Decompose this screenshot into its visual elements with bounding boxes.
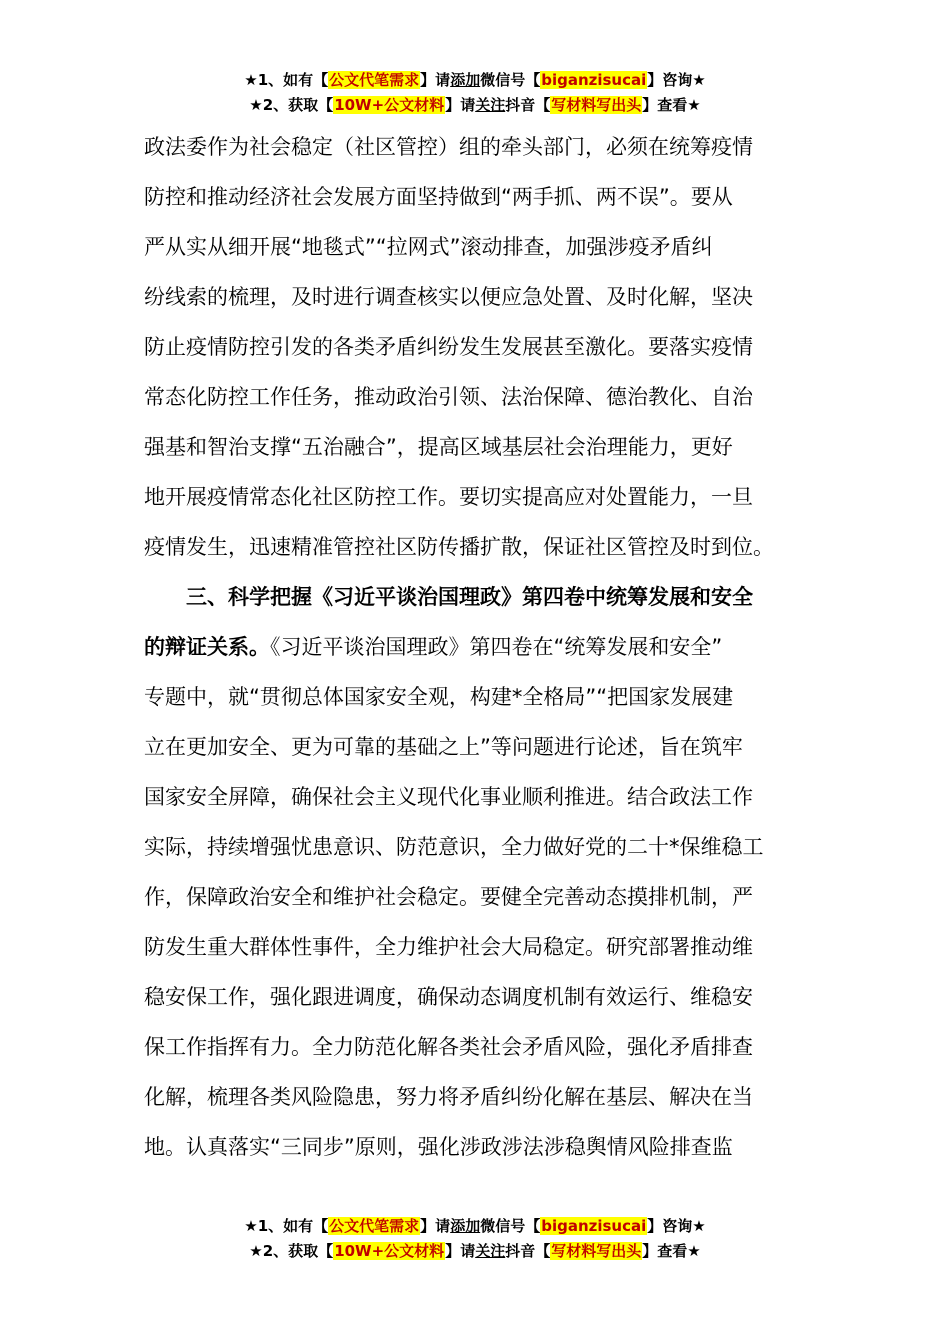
document-body: [144, 122, 806, 1172]
text-line: 严从实从细开展“地毯式”“拉网式”滚动排查，加强涉疫矛盾纠: [144, 235, 713, 259]
text-line: 化解，梳理各类风险隐患，努力将矛盾纠纷化解在基层、解决在当: [144, 1085, 753, 1109]
banner-line-1: [0, 68, 950, 93]
text-line: 立在更加安全、更为可靠的基础之上”等问题进行论述，旨在筑牢: [144, 735, 743, 759]
text-line: 防止疫情防控引发的各类矛盾纠纷发生发展甚至激化。要落实疫情: [144, 335, 753, 359]
banner-text: 】请: [420, 71, 451, 89]
highlight-douyin: 写材料写出头: [551, 1242, 642, 1260]
highlight-service: 公文代笔需求: [329, 71, 420, 89]
highlight-wechat-id: biganzisucai: [541, 71, 647, 89]
paragraph-1: [144, 122, 806, 572]
text-line: 稳安保工作，强化跟进调度，确保动态调度机制有效运行、维稳安: [144, 985, 753, 1009]
banner-text: 】请: [445, 96, 476, 114]
text-line: [144, 622, 806, 672]
highlight-douyin: 写材料写出头: [551, 96, 642, 114]
banner-text: 微信号【: [480, 1217, 541, 1235]
text-line: 常态化防控工作任务，推动政治引领、法治保障、德治教化、自治: [144, 385, 753, 409]
text-line: 实际，持续增强忧患意识、防范意识，全力做好党的二十*保维稳工: [144, 835, 764, 859]
text-line: 政法委作为社会稳定（社区管控）组的牵头部门，必须在统筹疫情: [144, 135, 753, 159]
footer-banner: [0, 1214, 950, 1264]
banner-line-2: [0, 1239, 950, 1264]
text-line: 疫情发生，迅速精准管控社区防传播扩散，保证社区管控及时到位。: [144, 535, 774, 559]
header-banner: [0, 68, 950, 118]
highlight-materials: 10W+公文材料: [334, 1242, 445, 1260]
underlined-word: 添加: [450, 1217, 481, 1235]
banner-text: ★1、如有【: [244, 1217, 329, 1235]
banner-line-2: [0, 93, 950, 118]
text-line: 地。认真落实“三同步”原则，强化涉政涉法涉稳舆情风险排查监: [144, 1135, 733, 1159]
banner-text: 】咨询★: [647, 1217, 706, 1235]
text-line: 强基和智治支撑“五治融合”，提高区域基层社会治理能力，更好: [144, 435, 733, 459]
banner-text: 抖音【: [505, 96, 551, 114]
banner-text: ★2、获取【: [249, 96, 334, 114]
banner-text: ★2、获取【: [249, 1242, 334, 1260]
section-heading: 三、科学把握《习近平谈治国理政》第四卷中统筹发展和安全: [186, 585, 753, 609]
banner-text: 抖音【: [505, 1242, 551, 1260]
banner-text: 】咨询★: [647, 71, 706, 89]
highlight-wechat-id: biganzisucai: [541, 1217, 647, 1235]
text-segment: 《习近平谈治国理政》第四卷在“统筹发展和安全”: [270, 635, 723, 659]
banner-line-1: [0, 1214, 950, 1239]
text-line: 纷线索的梳理，及时进行调查核实以便应急处置、及时化解，坚决: [144, 285, 753, 309]
paragraph-2: [144, 572, 806, 1172]
underlined-word: 关注: [475, 1242, 506, 1260]
text-line: 专题中，就“贯彻总体国家安全观，构建*全格局”“把国家发展建: [144, 685, 734, 709]
banner-text: 】请: [420, 1217, 451, 1235]
banner-text: 微信号【: [480, 71, 541, 89]
highlight-service: 公文代笔需求: [329, 1217, 420, 1235]
text-line: 防发生重大群体性事件，全力维护社会大局稳定。研究部署推动维: [144, 935, 753, 959]
section-heading-end: 的辩证关系。: [144, 635, 270, 659]
banner-text: 】请: [445, 1242, 476, 1260]
highlight-materials: 10W+公文材料: [334, 96, 445, 114]
banner-text: ★1、如有【: [244, 71, 329, 89]
text-line: 保工作指挥有力。全力防范化解各类社会矛盾风险，强化矛盾排查: [144, 1035, 753, 1059]
text-line: 地开展疫情常态化社区防控工作。要切实提高应对处置能力，一旦: [144, 485, 753, 509]
banner-text: 】查看★: [642, 1242, 701, 1260]
text-line: 国家安全屏障，确保社会主义现代化事业顺利推进。结合政法工作: [144, 785, 753, 809]
underlined-word: 添加: [450, 71, 481, 89]
underlined-word: 关注: [475, 96, 506, 114]
banner-text: 】查看★: [642, 96, 701, 114]
text-line: 作，保障政治安全和维护社会稳定。要健全完善动态摸排机制，严: [144, 885, 753, 909]
text-line: 防控和推动经济社会发展方面坚持做到“两手抓、两不误”。要从: [144, 185, 733, 209]
